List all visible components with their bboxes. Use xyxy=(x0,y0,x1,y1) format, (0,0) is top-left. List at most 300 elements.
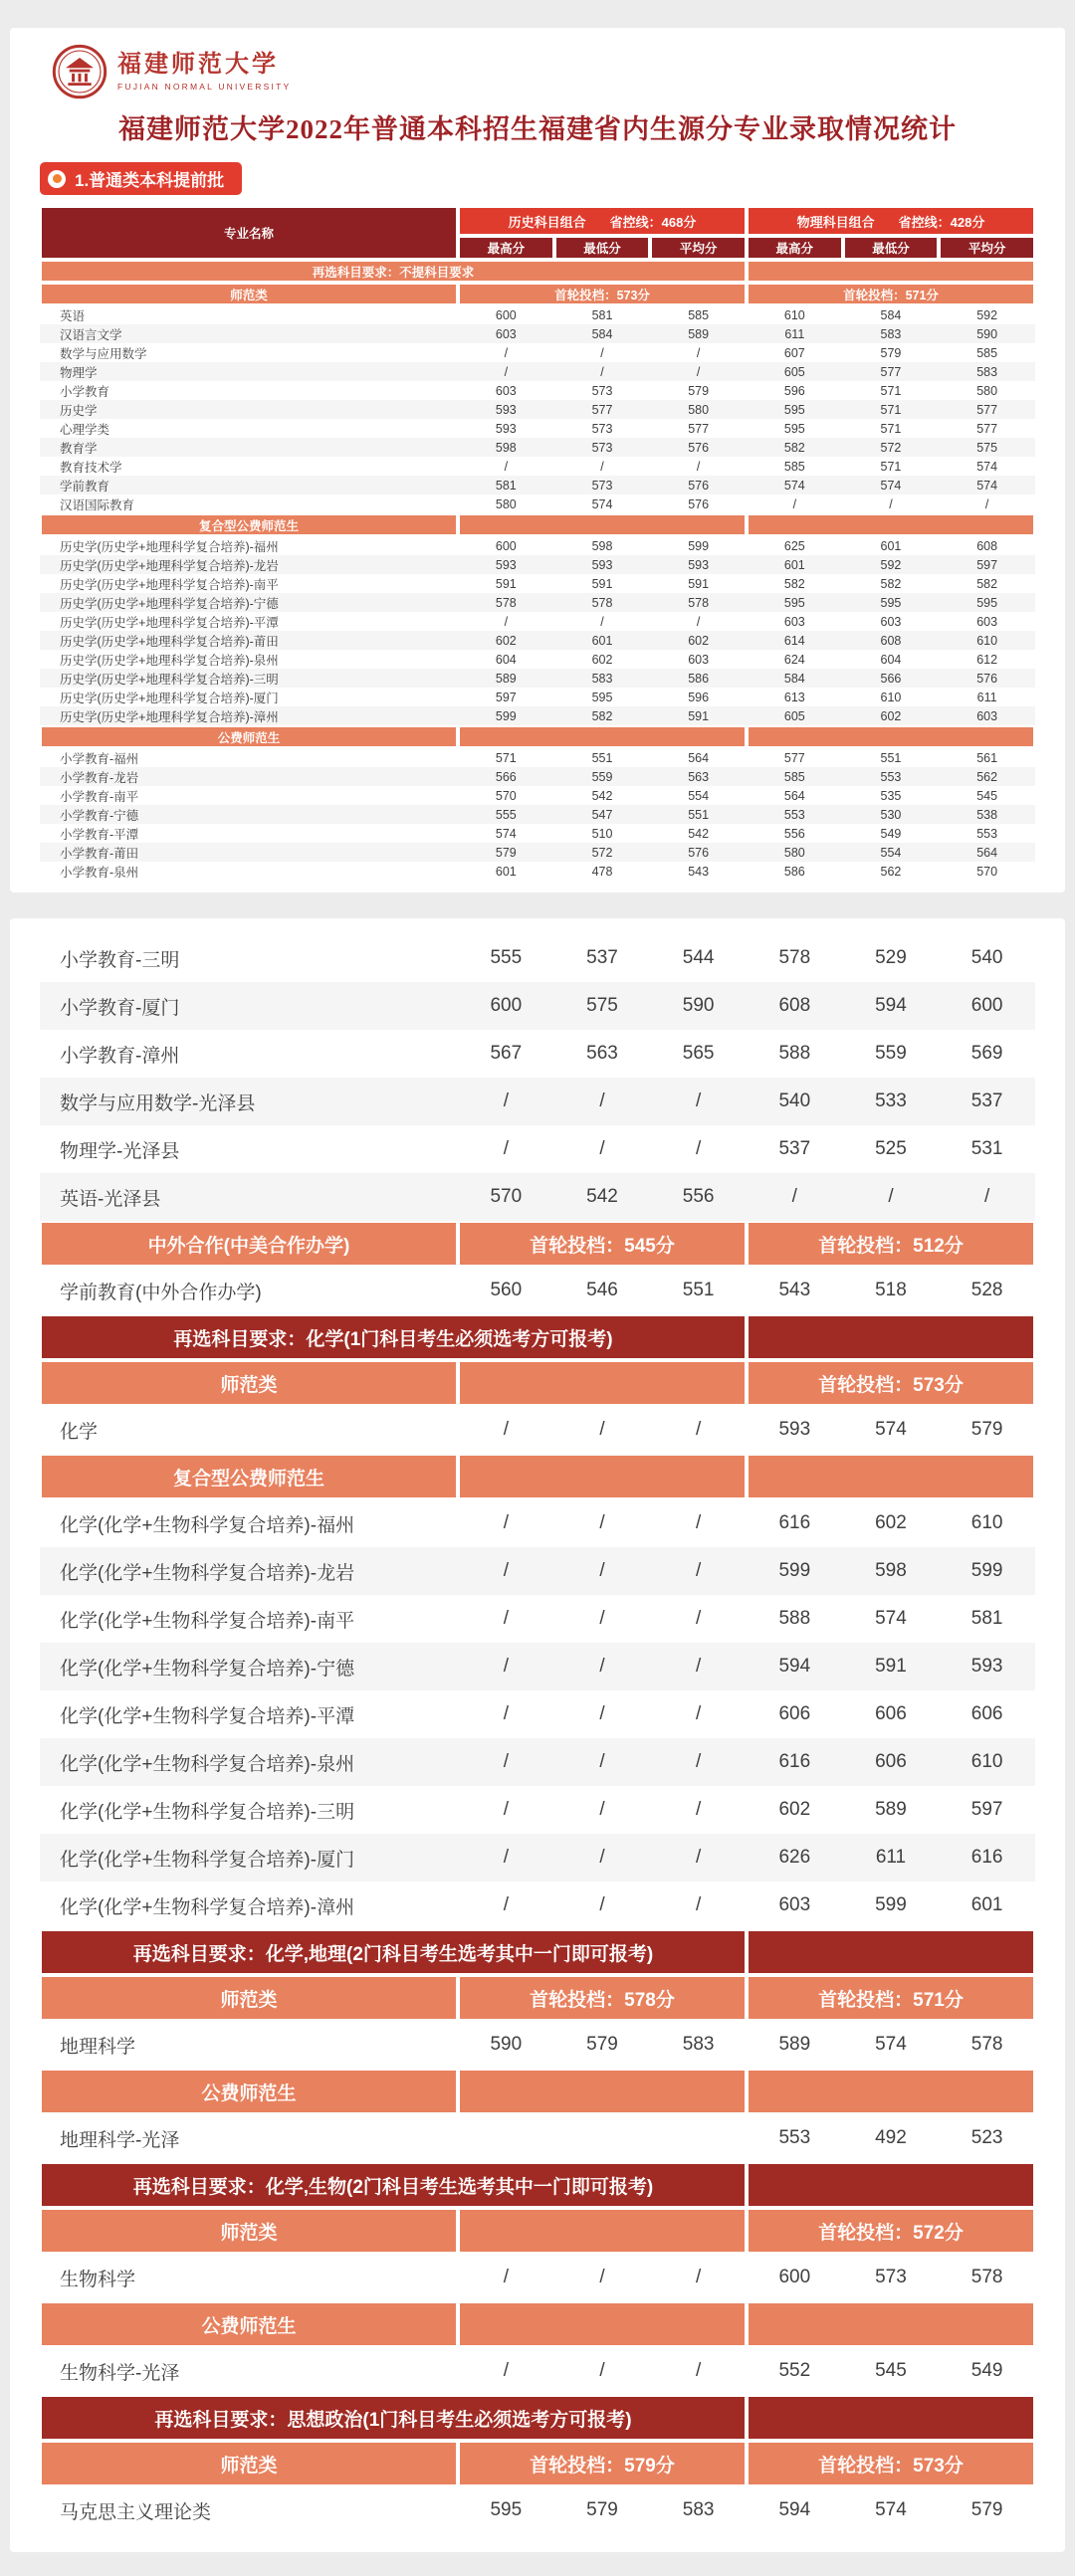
score-cell: 574 xyxy=(875,1419,907,1440)
score-cell: 593 xyxy=(650,555,747,574)
score-cell: 546 xyxy=(586,1280,618,1300)
major-name: 历史学(历史学+地理科学复合培养)-莆田 xyxy=(40,631,458,650)
score-cell: 585 xyxy=(747,767,843,786)
score-cell: 604 xyxy=(495,652,517,667)
score-cell: 576 xyxy=(650,438,747,457)
history-control-line: 省控线：468分 xyxy=(609,214,697,230)
table-row xyxy=(40,2347,1035,2395)
page-title: 福建师范大学2022年普通本科招生福建省内生源分专业录取情况统计 xyxy=(118,114,957,144)
score-cell: 604 xyxy=(880,652,902,667)
score-cell: / xyxy=(889,496,893,511)
score-cell: / xyxy=(599,1799,605,1820)
history-batch-cell: 首轮投档：573分 xyxy=(458,283,747,305)
score-cell: 597 xyxy=(939,555,1035,574)
score-cell: 590 xyxy=(650,982,747,1030)
score-cell: 571 xyxy=(843,400,940,419)
major-name: 小学教育-龙岩 xyxy=(40,767,458,786)
requirement-row xyxy=(40,1929,1035,1975)
score-cell: 551 xyxy=(880,750,902,765)
score-cell: 616 xyxy=(778,1512,811,1533)
table-row xyxy=(40,2254,1035,2301)
score-cell: 599 xyxy=(875,1894,907,1915)
score-cell: 580 xyxy=(976,383,998,398)
score-cell: 589 xyxy=(458,669,554,688)
requirement-label: 再选科目要求：化学,生物(2门科目考生选考其中一门即可报考) xyxy=(40,2162,747,2208)
score-cell: 602 xyxy=(875,1512,907,1533)
major-name: 历史学(历史学+地理科学复合培养)-平潭 xyxy=(60,615,279,630)
score-cell: 596 xyxy=(783,383,805,398)
major-name: 教育技术学 xyxy=(60,460,122,475)
score-cell: 567 xyxy=(490,1043,523,1064)
section-label: 师范类 xyxy=(40,283,458,305)
badge-dot-icon xyxy=(48,170,66,188)
university-logo-text xyxy=(117,52,291,91)
score-cell: 583 xyxy=(682,2499,715,2520)
score-cell: 590 xyxy=(939,324,1035,343)
score-cell: 540 xyxy=(747,1078,843,1125)
score-cell: 561 xyxy=(976,750,998,765)
min-score-header: 最低分 xyxy=(554,236,651,260)
score-cell: 543 xyxy=(778,1280,811,1300)
table-row xyxy=(40,1690,1035,1738)
score-cell xyxy=(554,2114,651,2162)
score-cell: 554 xyxy=(688,788,710,803)
physics-batch-cell xyxy=(747,513,1035,536)
score-cell: 566 xyxy=(843,669,940,688)
table-row xyxy=(40,343,1035,362)
score-cell: 616 xyxy=(747,1738,843,1786)
table-row xyxy=(40,1030,1035,1078)
requirement-row xyxy=(40,2395,1035,2441)
section-row xyxy=(40,1454,1035,1499)
score-cell: 535 xyxy=(880,788,902,803)
score-cell: 601 xyxy=(495,864,517,879)
major-name: 地理科学-光泽 xyxy=(60,2129,180,2151)
physics-batch-cell xyxy=(747,2069,1035,2114)
score-cell: 610 xyxy=(783,307,805,322)
score-cell: 578 xyxy=(970,2267,1003,2287)
score-cell: 578 xyxy=(970,2034,1003,2055)
score-cell: 582 xyxy=(747,438,843,457)
score-cell: 544 xyxy=(682,947,715,968)
score-cell: 583 xyxy=(939,362,1035,381)
major-name: 历史学(历史学+地理科学复合培养)-南平 xyxy=(60,577,279,592)
score-cell: 574 xyxy=(843,476,940,495)
score-cell: / xyxy=(650,1547,747,1595)
score-cell: 599 xyxy=(688,538,710,553)
avg-score-header: 平均分 xyxy=(650,236,747,260)
history-batch-cell xyxy=(458,2208,747,2254)
score-cell: 596 xyxy=(688,690,710,704)
score-cell: 603 xyxy=(688,652,710,667)
score-cell: 606 xyxy=(875,1703,907,1724)
physics-batch-cell: 首轮投档：573分 xyxy=(747,2441,1035,2486)
score-cell: 588 xyxy=(778,1043,811,1064)
section-row xyxy=(40,1360,1035,1406)
score-cell: / xyxy=(696,1419,702,1440)
table-row xyxy=(40,1267,1035,1314)
score-cell: 576 xyxy=(650,476,747,495)
table-row xyxy=(40,324,1035,343)
major-name: 小学教育-平潭 xyxy=(60,827,139,842)
table-row xyxy=(40,982,1035,1030)
score-cell: 578 xyxy=(554,593,651,612)
major-name: 小学教育-三明 xyxy=(60,949,180,971)
major-name: 学前教育 xyxy=(40,476,458,495)
major-name: 汉语国际教育 xyxy=(60,497,135,512)
score-cell: 580 xyxy=(495,496,517,511)
score-cell: 569 xyxy=(970,1043,1003,1064)
score-cell: 624 xyxy=(783,652,805,667)
admission-table-part1 xyxy=(40,206,1035,881)
score-cell: 579 xyxy=(970,1419,1003,1440)
card-1 xyxy=(10,28,1065,892)
score-cell: 579 xyxy=(586,2499,618,2520)
table-row xyxy=(40,767,1035,786)
score-cell: / xyxy=(600,459,604,474)
score-cell: 571 xyxy=(880,383,902,398)
major-name: 物理学-光泽县 xyxy=(60,1140,180,1162)
score-cell: 595 xyxy=(490,2499,523,2520)
score-cell: 588 xyxy=(778,1608,811,1629)
score-cell: 610 xyxy=(939,1738,1035,1786)
history-batch-cell xyxy=(458,725,747,748)
score-cell: 614 xyxy=(747,631,843,650)
table-row xyxy=(40,706,1035,725)
score-cell: 575 xyxy=(939,438,1035,457)
score-cell: 603 xyxy=(778,1894,811,1915)
max-score-header: 最高分 xyxy=(458,236,554,260)
section-row xyxy=(40,2441,1035,2486)
score-cell: 598 xyxy=(843,1547,940,1595)
major-name: 化学(化学+生物科学复合培养)-三明 xyxy=(60,1801,355,1823)
score-cell: 559 xyxy=(875,1043,907,1064)
score-cell: 566 xyxy=(458,767,554,786)
section-label: 师范类 xyxy=(40,2208,458,2254)
score-cell: 576 xyxy=(688,496,710,511)
score-cell: 542 xyxy=(688,826,710,841)
score-cell: 570 xyxy=(458,1173,554,1221)
score-cell: / xyxy=(696,2360,702,2381)
min-score-header: 最低分 xyxy=(843,236,940,260)
requirement-filler xyxy=(747,2162,1035,2208)
score-cell: 578 xyxy=(650,593,747,612)
major-name: 历史学(历史学+地理科学复合培养)-泉州 xyxy=(60,653,279,668)
score-cell: 591 xyxy=(688,576,710,591)
history-batch-cell xyxy=(458,1454,747,1499)
score-cell: 555 xyxy=(458,805,554,824)
major-name: 心理学类 xyxy=(60,422,110,437)
history-batch-cell xyxy=(458,513,747,536)
score-cell: 602 xyxy=(591,652,613,667)
requirement-filler xyxy=(747,1929,1035,1975)
score-cell: / xyxy=(503,2360,509,2381)
score-cell: 610 xyxy=(939,631,1035,650)
section-label: 师范类 xyxy=(40,2441,458,2486)
score-cell: 560 xyxy=(490,1280,523,1300)
score-cell: 574 xyxy=(875,2034,907,2055)
score-cell: 603 xyxy=(880,614,902,629)
score-cell: 581 xyxy=(591,307,613,322)
score-cell: 610 xyxy=(880,690,902,704)
score-cell: 542 xyxy=(591,788,613,803)
table-row xyxy=(40,862,1035,881)
score-cell: / xyxy=(599,1894,605,1915)
score-cell: 594 xyxy=(747,1643,843,1690)
score-cell: 564 xyxy=(688,750,710,765)
major-name: 小学教育 xyxy=(60,384,110,399)
score-cell: 543 xyxy=(688,864,710,879)
table-row xyxy=(40,748,1035,767)
score-cell: 573 xyxy=(591,421,613,436)
score-cell: 595 xyxy=(843,593,940,612)
score-cell: 607 xyxy=(783,345,805,360)
score-cell: / xyxy=(984,496,989,511)
score-cell: 579 xyxy=(688,383,710,398)
score-cell: 572 xyxy=(554,843,651,862)
score-cell: / xyxy=(939,1173,1035,1221)
major-name: 化学(化学+生物科学复合培养)-平潭 xyxy=(60,1705,355,1727)
history-batch-cell: 首轮投档：579分 xyxy=(458,2441,747,2486)
score-cell: 593 xyxy=(554,555,651,574)
score-cell: 593 xyxy=(458,400,554,419)
score-cell: 600 xyxy=(495,307,517,322)
score-cell: 573 xyxy=(554,476,651,495)
major-name: 教育学 xyxy=(40,438,458,457)
major-name: 英语 xyxy=(60,308,86,323)
table-row xyxy=(40,476,1035,495)
major-name: 地理科学 xyxy=(60,2036,136,2058)
score-cell: 585 xyxy=(783,459,805,474)
score-cell: 600 xyxy=(778,2267,811,2287)
section-label: 师范类 xyxy=(40,1360,458,1406)
major-name: 历史学(历史学+地理科学复合培养)-宁德 xyxy=(40,593,458,612)
score-cell: 577 xyxy=(554,400,651,419)
score-cell: / xyxy=(843,1173,940,1221)
score-cell: 595 xyxy=(747,593,843,612)
score-cell: 608 xyxy=(976,538,998,553)
table-header-group-row xyxy=(40,206,1035,236)
score-cell: 580 xyxy=(650,400,747,419)
score-cell: 589 xyxy=(650,324,747,343)
score-cell: / xyxy=(792,496,797,511)
table-row xyxy=(40,1173,1035,1221)
table-row xyxy=(40,1595,1035,1643)
requirement-filler xyxy=(747,1314,1035,1360)
university-seal-icon xyxy=(52,44,108,99)
score-cell: / xyxy=(599,1138,605,1159)
score-cell: 600 xyxy=(458,982,554,1030)
score-cell: 576 xyxy=(939,669,1035,688)
physics-batch-cell: 首轮投档：512分 xyxy=(747,1221,1035,1267)
major-name: 英语-光泽县 xyxy=(40,1173,458,1221)
score-cell: / xyxy=(599,1512,605,1533)
score-cell: / xyxy=(503,1799,509,1820)
major-column-header: 专业名称 xyxy=(40,206,458,260)
history-batch-cell xyxy=(458,2301,747,2347)
major-name: 历史学(历史学+地理科学复合培养)-漳州 xyxy=(40,706,458,725)
table-row xyxy=(40,1882,1035,1929)
section-row xyxy=(40,2208,1035,2254)
section-label: 复合型公费师范生 xyxy=(40,513,458,536)
score-cell: 578 xyxy=(778,947,811,968)
score-cell: 608 xyxy=(747,982,843,1030)
score-cell: 578 xyxy=(458,593,554,612)
score-cell: 583 xyxy=(554,669,651,688)
score-cell: 518 xyxy=(875,1280,907,1300)
section-row xyxy=(40,513,1035,536)
score-cell: 611 xyxy=(976,690,997,704)
score-cell: 551 xyxy=(682,1280,715,1300)
score-cell: 626 xyxy=(747,1834,843,1882)
score-cell: / xyxy=(458,1834,554,1882)
score-cell: 533 xyxy=(843,1078,940,1125)
major-name: 历史学(历史学+地理科学复合培养)-龙岩 xyxy=(40,555,458,574)
score-cell: / xyxy=(599,1608,605,1629)
score-cell: 579 xyxy=(586,2034,618,2055)
score-cell: / xyxy=(554,1547,651,1595)
physics-batch-cell xyxy=(747,1454,1035,1499)
requirement-label: 再选科目要求：化学,地理(2门科目考生选考其中一门即可报考) xyxy=(40,1929,747,1975)
score-cell: / xyxy=(458,1738,554,1786)
score-cell: / xyxy=(503,1419,509,1440)
requirement-label: 再选科目要求：思想政治(1门科目考生必须选考方可报考) xyxy=(40,2395,747,2441)
section-label: 复合型公费师范生 xyxy=(40,1454,458,1499)
major-name: 化学(化学+生物科学复合培养)-福州 xyxy=(60,1514,355,1536)
score-cell: 584 xyxy=(880,307,902,322)
score-cell: 598 xyxy=(591,538,613,553)
score-cell: 616 xyxy=(939,1834,1035,1882)
score-cell: 551 xyxy=(650,805,747,824)
physics-batch-cell: 首轮投档：572分 xyxy=(747,2208,1035,2254)
major-name: 汉语言文学 xyxy=(40,324,458,343)
table-row xyxy=(40,669,1035,688)
score-cell: 600 xyxy=(939,982,1035,1030)
score-cell: 577 xyxy=(783,750,805,765)
score-cell: 556 xyxy=(650,1173,747,1221)
score-cell: 583 xyxy=(843,324,940,343)
score-cell: 608 xyxy=(843,631,940,650)
score-cell: / xyxy=(696,459,701,474)
table-row xyxy=(40,843,1035,862)
score-cell: 584 xyxy=(747,669,843,688)
physics-batch-cell xyxy=(747,725,1035,748)
university-name-en: FUJIAN NORMAL UNIVERSITY xyxy=(117,81,292,92)
requirement-filler xyxy=(747,260,1035,283)
table-row xyxy=(40,457,1035,476)
major-name: 学前教育(中外合作办学) xyxy=(60,1282,262,1303)
major-name: 历史学 xyxy=(40,400,458,419)
major-name: 化学(化学+生物科学复合培养)-厦门 xyxy=(40,1834,458,1882)
score-cell: 577 xyxy=(976,421,998,436)
score-cell: 599 xyxy=(747,1547,843,1595)
score-cell: 528 xyxy=(970,1280,1003,1300)
major-name: 小学教育-漳州 xyxy=(60,1045,180,1067)
major-name: 小学教育-泉州 xyxy=(60,865,139,880)
table-row xyxy=(40,400,1035,419)
score-cell: 577 xyxy=(843,362,940,381)
score-cell: 593 xyxy=(495,421,517,436)
score-cell: 552 xyxy=(778,2360,811,2381)
score-cell: 553 xyxy=(843,767,940,786)
major-name: 化学(化学+生物科学复合培养)-漳州 xyxy=(60,1896,355,1918)
history-batch-cell xyxy=(458,2069,747,2114)
score-cell: 553 xyxy=(976,826,998,841)
score-cell: / xyxy=(503,1608,509,1629)
score-cell: 584 xyxy=(554,324,651,343)
score-cell: 598 xyxy=(458,438,554,457)
score-cell: 599 xyxy=(458,706,554,725)
score-cell: 542 xyxy=(554,1173,651,1221)
score-cell: 538 xyxy=(939,805,1035,824)
score-cell: / xyxy=(696,614,701,629)
major-name: 小学教育-厦门 xyxy=(40,982,458,1030)
score-cell: 586 xyxy=(650,669,747,688)
score-cell: 583 xyxy=(682,2034,715,2055)
table-row xyxy=(40,1078,1035,1125)
table-row xyxy=(40,1738,1035,1786)
score-cell: 537 xyxy=(586,947,618,968)
score-cell: / xyxy=(503,1138,509,1159)
score-cell: 571 xyxy=(880,421,902,436)
table-row xyxy=(40,593,1035,612)
section-label: 公费师范生 xyxy=(40,725,458,748)
score-cell: 572 xyxy=(843,438,940,457)
physics-batch-cell: 首轮投档：571分 xyxy=(747,1975,1035,2021)
score-cell: / xyxy=(696,1138,702,1159)
score-cell: 574 xyxy=(591,496,613,511)
score-cell: / xyxy=(650,1078,747,1125)
score-cell: 602 xyxy=(843,706,940,725)
section-row xyxy=(40,1975,1035,2021)
major-name: 化学 xyxy=(60,1421,99,1443)
score-cell: 593 xyxy=(939,1643,1035,1690)
score-cell: 574 xyxy=(976,459,998,474)
section-label: 师范类 xyxy=(40,1975,458,2021)
score-cell: 581 xyxy=(458,476,554,495)
score-cell: 577 xyxy=(688,421,710,436)
card-2 xyxy=(10,918,1065,2552)
score-cell: 612 xyxy=(976,652,998,667)
table-row xyxy=(40,1786,1035,1834)
admission-table-part2 xyxy=(40,934,1035,2534)
score-cell: / xyxy=(458,1643,554,1690)
score-cell: 529 xyxy=(875,947,907,968)
score-cell: 586 xyxy=(783,864,805,879)
major-name: 化学(化学+生物科学复合培养)-龙岩 xyxy=(40,1547,458,1595)
score-cell: / xyxy=(554,1834,651,1882)
section-badge-label: 1.普通类本科提前批 xyxy=(75,171,225,190)
score-cell: 606 xyxy=(970,1703,1003,1724)
requirement-label: 再选科目要求：化学(1门科目考生必须选考方可报考) xyxy=(40,1314,747,1360)
requirement-row xyxy=(40,260,1035,283)
score-cell: / xyxy=(650,362,747,381)
physics-control-line: 省控线：428分 xyxy=(898,214,985,230)
score-cell: 601 xyxy=(970,1894,1003,1915)
score-cell: / xyxy=(696,1512,702,1533)
score-cell: 563 xyxy=(650,767,747,786)
score-cell: 579 xyxy=(970,2499,1003,2520)
score-cell: 582 xyxy=(554,706,651,725)
score-cell: / xyxy=(599,1703,605,1724)
table-row xyxy=(40,612,1035,631)
score-cell: 603 xyxy=(783,614,805,629)
major-name: 数学与应用数学 xyxy=(60,346,147,361)
score-cell: / xyxy=(696,345,701,360)
major-name: 物理学 xyxy=(40,362,458,381)
score-cell: 549 xyxy=(880,826,902,841)
score-cell: 579 xyxy=(880,345,902,360)
